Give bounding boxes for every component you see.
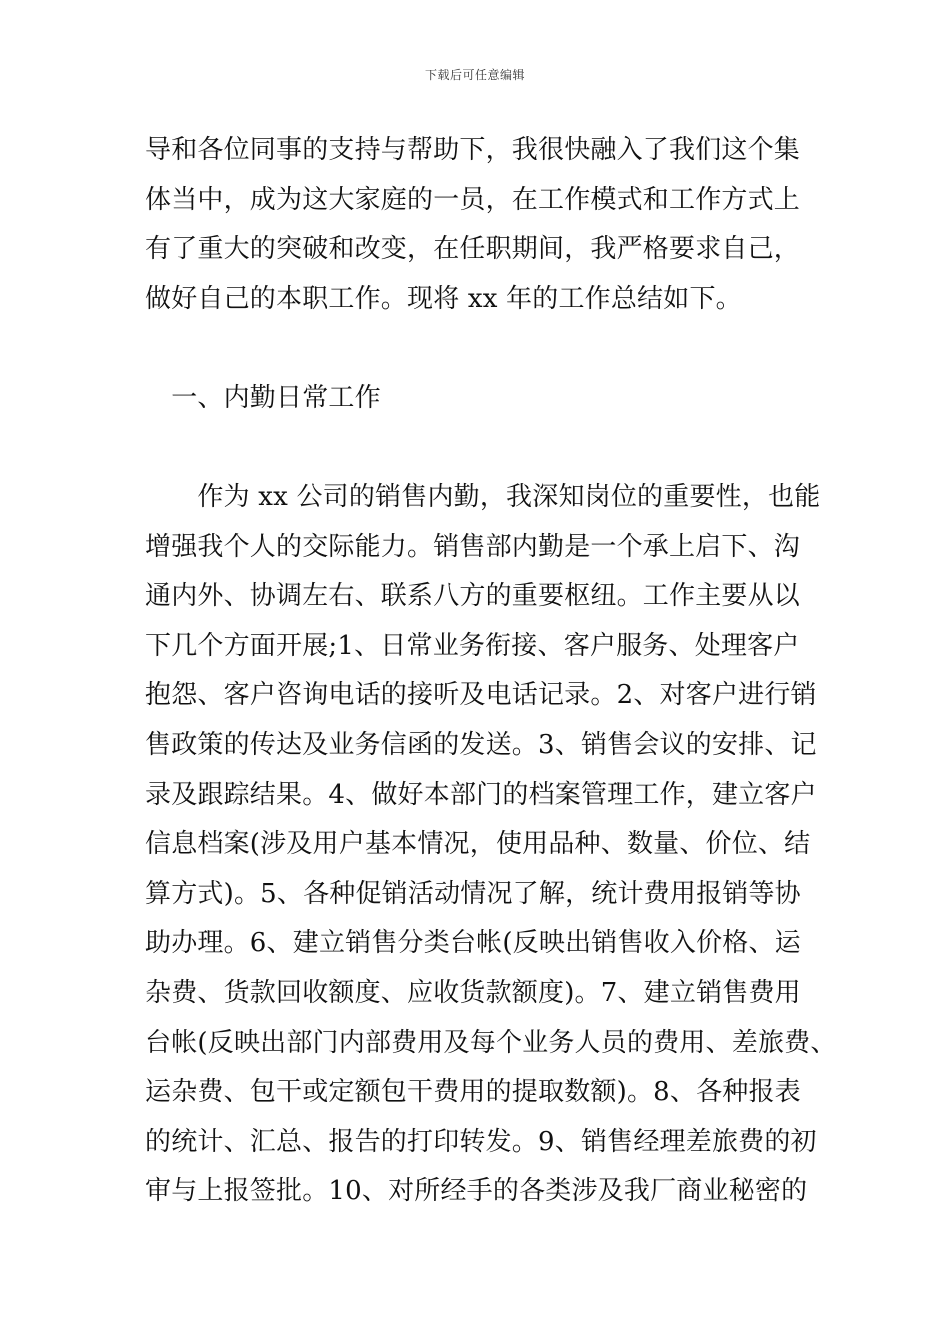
page-header: 下载后可任意编辑	[424, 68, 525, 82]
paragraph-line: 增强我个人的交际能力。销售部内勤是一个承上启下、沟	[145, 531, 801, 562]
paragraph-line: 助办理。6、建立销售分类台帐(反映出销售收入价格、运	[145, 928, 801, 959]
paragraph-line: 下几个方面开展;1、日常业务衔接、客户服务、处理客户	[145, 630, 800, 661]
paragraph-line: 通内外、协调左右、联系八方的重要枢纽。工作主要从以	[145, 581, 801, 612]
main-paragraph	[145, 473, 837, 1217]
paragraph-line: 信息档案(涉及用户基本情况，使用品种、数量、价位、结	[145, 829, 811, 860]
paragraph-line: 售政策的传达及业务信函的发送。3、销售会议的安排、记	[145, 729, 817, 760]
section-heading	[145, 374, 825, 424]
paragraph-line: 的统计、汇总、报告的打印转发。9、销售经理差旅费的初	[145, 1126, 817, 1157]
paragraph-line: 导和各位同事的支持与帮助下，我很快融入了我们这个集	[145, 135, 801, 165]
paragraph-line: 做好自己的本职工作。现将 xx 年的工作总结如下。	[145, 283, 742, 314]
paragraph-line: 抱怨、客户咨询电话的接听及电话记录。2、对客户进行销	[145, 680, 817, 711]
paragraph-line: 杂费、货款回收额度、应收货款额度)。7、建立销售费用	[145, 977, 801, 1008]
paragraph-line: 审与上报签批。10、对所经手的各类涉及我厂商业秘密的	[145, 1176, 808, 1207]
paragraph-line: 有了重大的突破和改变，在任职期间，我严格要求自己，	[145, 234, 801, 265]
paragraph-line: 算方式)。5、各种促销活动情况了解，统计费用报销等协	[145, 878, 801, 909]
continued-paragraph	[145, 126, 825, 324]
paragraph-line: 录及跟踪结果。4、做好本部门的档案管理工作，建立客户	[145, 779, 817, 810]
paragraph-line: 台帐(反映出部门内部费用及每个业务人员的费用、差旅费、	[145, 1027, 837, 1058]
paragraph-line: 作为 xx 公司的销售内勤，我深知岗位的重要性，也能	[145, 482, 821, 512]
paragraph-line: 体当中，成为这大家庭的一员，在工作模式和工作方式上	[145, 184, 801, 215]
section-heading-text: 一、内勤日常工作	[145, 383, 381, 413]
paragraph-line: 运杂费、包干或定额包干费用的提取数额)。8、各种报表	[145, 1077, 801, 1108]
